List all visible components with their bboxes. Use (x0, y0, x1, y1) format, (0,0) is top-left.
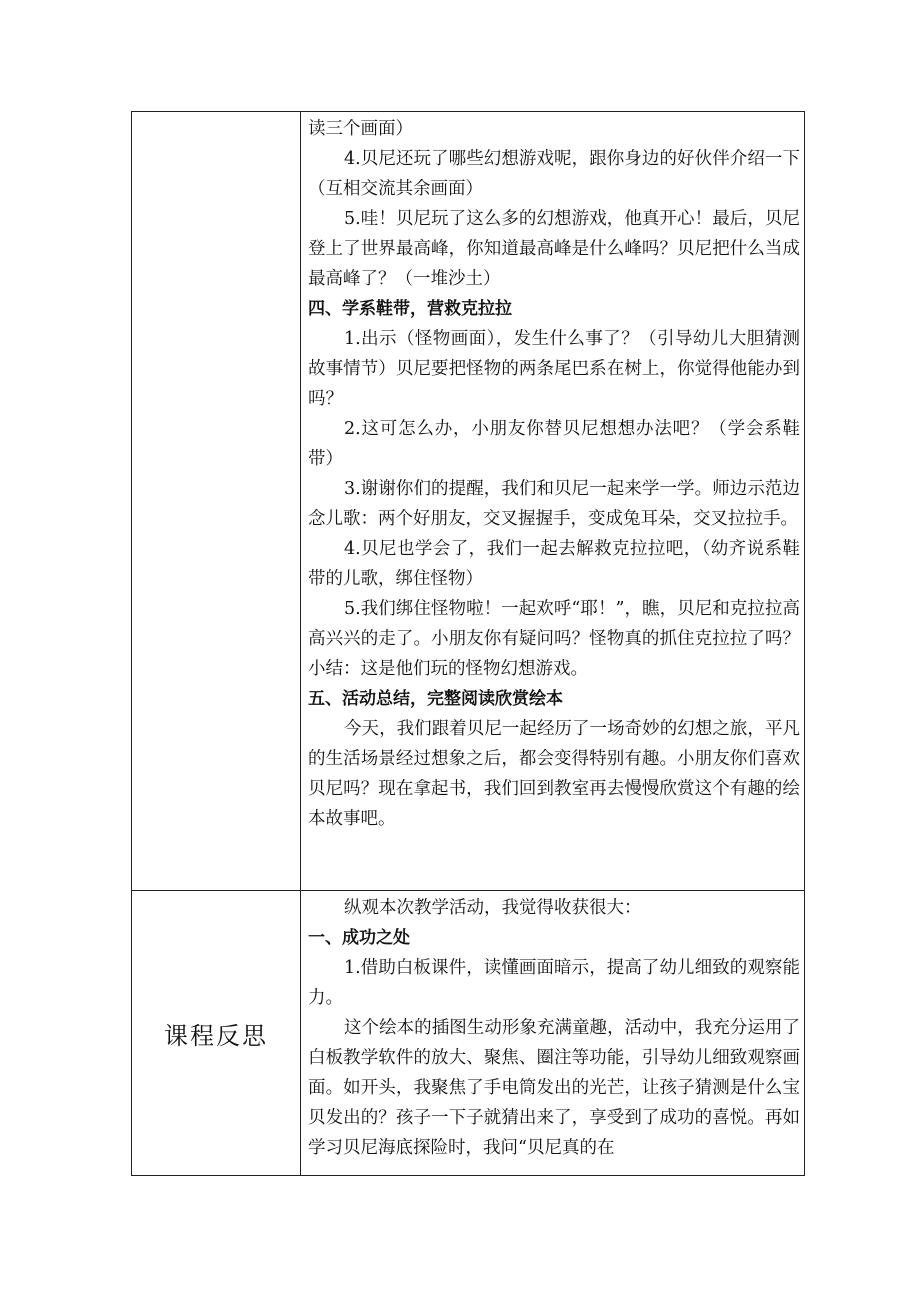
section-heading: 一、成功之处 (308, 928, 410, 948)
table-row (132, 891, 805, 1176)
row-content-cell (301, 891, 805, 1176)
row-label: 课程反思 (164, 1021, 268, 1050)
row-label-cell (132, 891, 301, 1176)
paragraph: 1.借助白板课件，读懂画面暗示，提高了幼儿细致的观察能力。 (308, 958, 800, 1008)
lesson-table (131, 111, 805, 1176)
row-label-cell (132, 112, 301, 891)
table-row (132, 112, 805, 891)
paragraph: 1.出示（怪物画面），发生什么事了？（引导幼儿大胆猜测故事情节）贝尼要把怪物的两条尾巴系在树上，你觉得他能办到吗？ (308, 329, 800, 409)
row-content-cell (301, 112, 805, 891)
section-heading: 五、活动总结，完整阅读欣赏绘本 (308, 689, 563, 709)
paragraph: 3.谢谢你们的提醒，我们和贝尼一起来学一学。师边示范边念儿歌：两个好朋友，交叉握握手，变成兔耳朵，交叉拉拉手。 (308, 479, 800, 529)
paragraph: 纵观本次教学活动，我觉得收获很大： (344, 898, 642, 918)
paragraph: 5.哇！贝尼玩了这么多的幻想游戏，他真开心！最后，贝尼登上了世界最高峰，你知道最高峰是什么峰吗？贝尼把什么当成最高峰了？（一堆沙土） (308, 209, 800, 289)
paragraph: 今天，我们跟着贝尼一起经历了一场奇妙的幻想之旅，平凡的生活场景经过想象之后，都会变得特别有趣。小朋友你们喜欢贝尼吗？现在拿起书，我们回到教室再去慢慢欣赏这个有趣的绘本故事吧。 (308, 719, 800, 829)
paragraph: 这个绘本的插图生动形象充满童趣，活动中，我充分运用了白板教学软件的放大、聚焦、圈注等功能，引导幼儿细致观察画面。如开头，我聚焦了手电筒发出的光芒，让孩子猜测是什么宝贝发出的？孩子一下子就猜出来了，享受到了成功的喜悦。再如学习贝尼海底探险时，我问“贝尼真的在 (308, 1018, 800, 1158)
paragraph: 4.贝尼还玩了哪些幻想游戏呢，跟你身边的好伙伴介绍一下（互相交流其余画面） (308, 149, 800, 199)
paragraph: 2.这可怎么办，小朋友你替贝尼想想办法吧？（学会系鞋带） (308, 419, 800, 469)
paragraph: 读三个画面） (308, 119, 413, 139)
section-heading: 四、学系鞋带，营救克拉拉 (308, 299, 512, 319)
paragraph: 5.我们绑住怪物啦！一起欢呼“耶！”，瞧，贝尼和克拉拉高高兴兴的走了。小朋友你有疑问吗？怪物真的抓住克拉拉了吗？小结：这是他们玩的怪物幻想游戏。 (308, 599, 800, 679)
paragraph: 4.贝尼也学会了，我们一起去解救克拉拉吧，（幼齐说系鞋带的儿歌，绑住怪物） (308, 539, 800, 589)
